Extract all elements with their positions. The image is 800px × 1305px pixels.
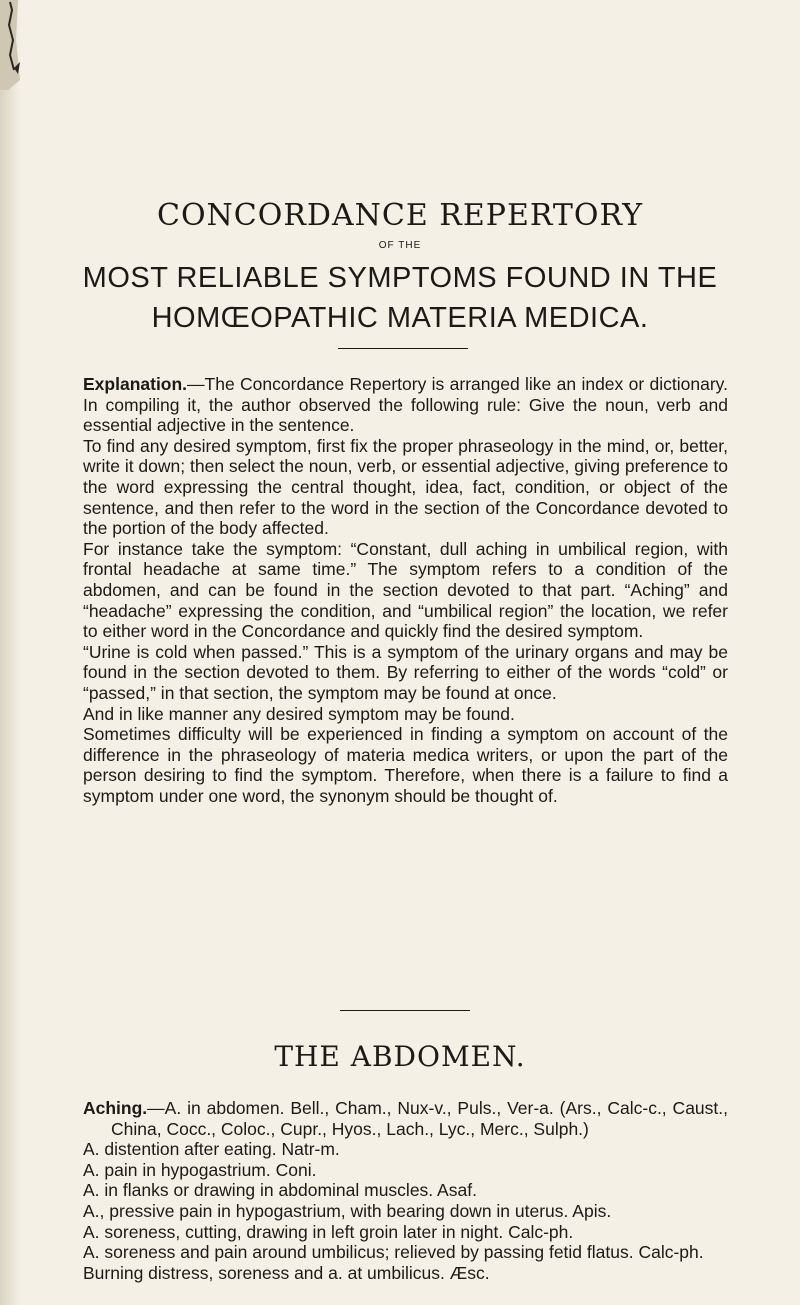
explanation-paragraph: “Urine is cold when passed.” This is a symptom of the urinary organs and may be found in the section devoted to them. By referring to either of the words “cold” or “passed,” in that section, the symptom may be found at once.: [83, 641, 728, 703]
repertory-entry: A. pain in hypogastrium. Coni.: [83, 1159, 317, 1180]
page-corner-mark: [0, 0, 70, 90]
explanation-section: [83, 374, 728, 806]
repertory-entry: A. in flanks or drawing in abdominal muscles. Asaf.: [83, 1180, 477, 1201]
repertory-entries: [83, 1098, 728, 1283]
repertory-entry: A. soreness, cutting, drawing in left groin later in night. Calc-ph.: [83, 1221, 574, 1242]
repertory-entry: Burning distress, soreness and a. at umbilicus. Æsc.: [83, 1262, 490, 1283]
page-edge: [0, 0, 20, 1305]
subtitle-line-1: MOST RELIABLE SYMPTOMS FOUND IN THE: [82, 262, 718, 294]
divider-rule: [338, 348, 468, 349]
repertory-entry: Aching.—A. in abdomen. Bell., Cham., Nux-v., Puls., Ver-a. (Ars., Calc-c., Caust., China, Cocc., Coloc., Cupr., Hyos., Lach., Lyc., Merc., Sulph.): [83, 1098, 728, 1139]
explanation-paragraph: Sometimes difficulty will be experienced in finding a symptom on account of the difference in the phraseology of materia medica writers, or upon the part of the person desiring to find the symptom. Therefore, when there is a failure to find a symptom under one word, the synonym should be thought of.: [83, 724, 728, 806]
repertory-entry: A. distention after eating. Natr-m.: [83, 1139, 340, 1160]
title-connector: OF THE: [378, 240, 422, 251]
repertory-entry: A. soreness and pain around umbilicus; relieved by passing fetid flatus. Calc-ph.: [83, 1242, 704, 1263]
explanation-paragraph: To find any desired symptom, first fix the proper phraseology in the mind, or, better, write it down; then select the noun, verb, or essential adjective, giving preference to the word expressing the central thought, idea, fact, condition, or object of the sentence, and then refer to the word in the section of the Concordance devoted to the portion of the body affected.: [83, 435, 728, 539]
section-heading: THE ABDOMEN.: [274, 1040, 526, 1073]
page-subtitle: [0, 258, 800, 338]
explanation-paragraph: For instance take the symptom: “Constant, dull aching in umbilical region, with frontal headache at same time.” The symptom refers to a condition of the abdomen, and can be found in the section devoted to that part. “Aching” and “headache” expressing the condition, and “umbilical region” the location, we refer to either word in the Concordance and quickly find the desired symptom.: [83, 538, 728, 642]
subtitle-line-2: HOMŒOPATHIC MATERIA MEDICA.: [151, 302, 649, 334]
explanation-paragraph: Explanation.—The Concordance Repertory is arranged like an index or dictionary. In compiling it, the author observed the following rule: Give the noun, verb and essential adjective in the sentence.: [83, 374, 728, 436]
explanation-paragraph: And in like manner any desired symptom may be found.: [83, 703, 515, 724]
explanation-label: Explanation.: [83, 374, 188, 394]
divider-rule: [340, 1010, 470, 1011]
repertory-entry: A., pressive pain in hypogastrium, with bearing down in uterus. Apis.: [83, 1200, 612, 1221]
page-title: CONCORDANCE REPERTORY: [157, 198, 643, 233]
entry-term: Aching.: [83, 1098, 148, 1118]
